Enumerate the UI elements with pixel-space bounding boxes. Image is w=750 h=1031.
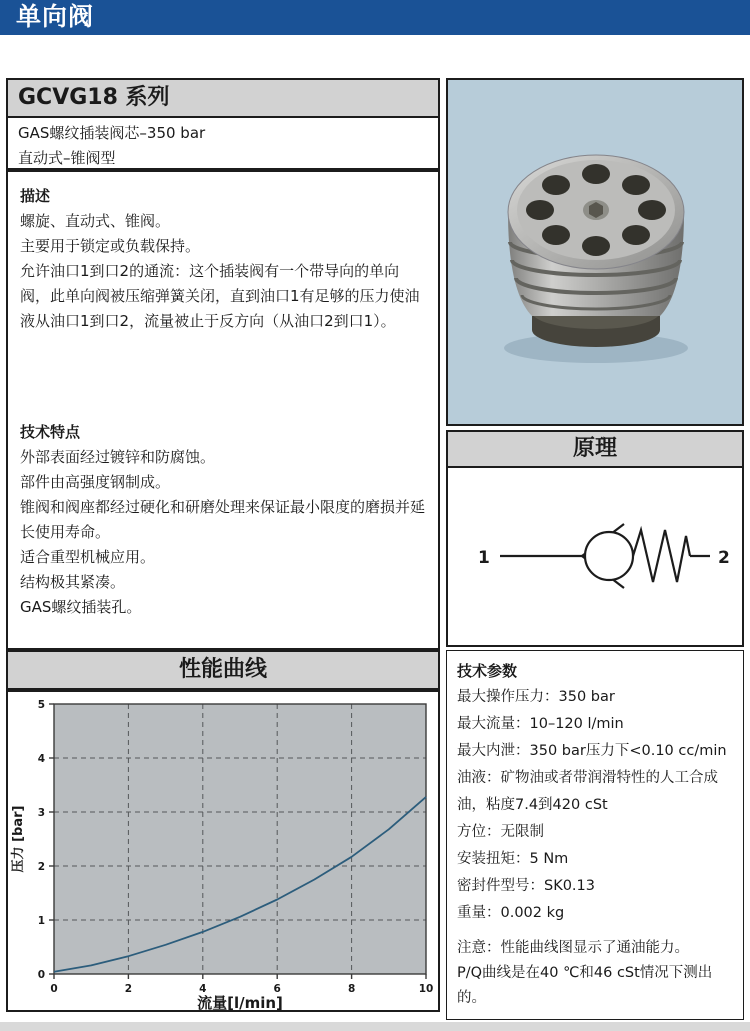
svg-text:8: 8 xyxy=(347,983,356,995)
feature-line: 适合重型机械应用。 xyxy=(20,548,156,566)
symbol-port-1-label: 1 xyxy=(478,548,490,568)
principle-box xyxy=(446,430,744,647)
check-valve-symbol xyxy=(448,468,742,645)
svg-text:4: 4 xyxy=(199,983,207,995)
feature-line: GAS螺纹插装孔。 xyxy=(20,598,142,616)
svg-text:4: 4 xyxy=(37,753,45,765)
svg-text:3: 3 xyxy=(37,807,45,819)
series-subtitle-2: 直动式–锥阀型 xyxy=(18,149,116,167)
feature-line: 结构极其紧凑。 xyxy=(20,573,126,591)
description-line: 主要用于锁定或负载保持。 xyxy=(20,237,201,255)
symbol-port-2-label: 2 xyxy=(718,548,730,568)
svg-text:压力 [bar]: 压力 [bar] xyxy=(11,805,26,873)
description-box xyxy=(6,170,440,650)
features-section xyxy=(20,420,426,620)
parameter-line: 重量：0.002 kg xyxy=(457,905,565,921)
note-section xyxy=(457,936,735,1011)
description-line: 螺旋、直动式、锥阀。 xyxy=(20,212,171,230)
principle-heading: 原理 xyxy=(448,432,742,468)
parameter-line: 油液：矿物油或者带润滑特性的人工合成油，粘度7.4到420 cSt xyxy=(457,770,718,813)
svg-text:流量[l/min]: 流量[l/min] xyxy=(197,994,283,1010)
parameter-line: 最大操作压力：350 bar xyxy=(457,689,615,705)
pq-curve-chart xyxy=(8,692,438,1010)
parameter-line: 最大流量：10–120 l/min xyxy=(457,716,624,732)
parameter-line: 最大内泄：350 bar压力下<0.10 cc/min xyxy=(457,743,727,759)
svg-text:5: 5 xyxy=(37,699,45,711)
product-photo xyxy=(448,80,742,424)
parameters-heading: 技术参数 xyxy=(457,662,518,680)
bottom-strip xyxy=(0,1022,750,1031)
performance-chart-box xyxy=(6,690,440,1012)
svg-text:1: 1 xyxy=(37,915,45,927)
features-heading: 技术特点 xyxy=(20,423,81,441)
description-section xyxy=(20,184,426,334)
svg-text:2: 2 xyxy=(124,983,133,995)
feature-line: 部件由高强度钢制成。 xyxy=(20,473,171,491)
note-line: 注意：性能曲线图显示了通油能力。 xyxy=(457,940,689,956)
product-photo-box xyxy=(446,78,744,426)
description-line: 允许油口1到口2的通流：这个插装阀有一个带导向的单向阀，此单向阀被压缩弹簧关闭，直到油口1有足够的压力使油液从油口1到口2，流量被止于反方向（从油口2到口1）。 xyxy=(20,262,420,330)
svg-text:6: 6 xyxy=(273,983,281,995)
svg-text:10: 10 xyxy=(418,983,434,995)
parameter-line: 方位：无限制 xyxy=(457,824,544,840)
note-line: P/Q曲线是在40 ℃和46 cSt情况下测出的。 xyxy=(457,965,713,1006)
performance-curve-heading: 性能曲线 xyxy=(6,650,440,690)
parameter-line: 密封件型号：SK0.13 xyxy=(457,878,595,894)
top-bar xyxy=(0,0,750,35)
parameter-line: 安装扭矩：5 Nm xyxy=(457,851,569,867)
description-heading: 描述 xyxy=(20,187,51,205)
series-subtitle-1: GAS螺纹插装阀芯–350 bar xyxy=(18,124,206,142)
feature-line: 锥阀和阀座都经过硬化和研磨处理来保证最小限度的磨损并延长使用寿命。 xyxy=(20,498,426,541)
feature-line: 外部表面经过镀锌和防腐蚀。 xyxy=(20,448,216,466)
technical-parameters-box xyxy=(446,650,744,1020)
page-title: 单向阀 xyxy=(16,2,95,31)
svg-text:0: 0 xyxy=(50,983,58,995)
series-title: GCVG18 系列 xyxy=(8,80,438,118)
series-header-box xyxy=(6,78,440,170)
svg-text:0: 0 xyxy=(37,969,45,981)
svg-text:2: 2 xyxy=(37,861,45,873)
